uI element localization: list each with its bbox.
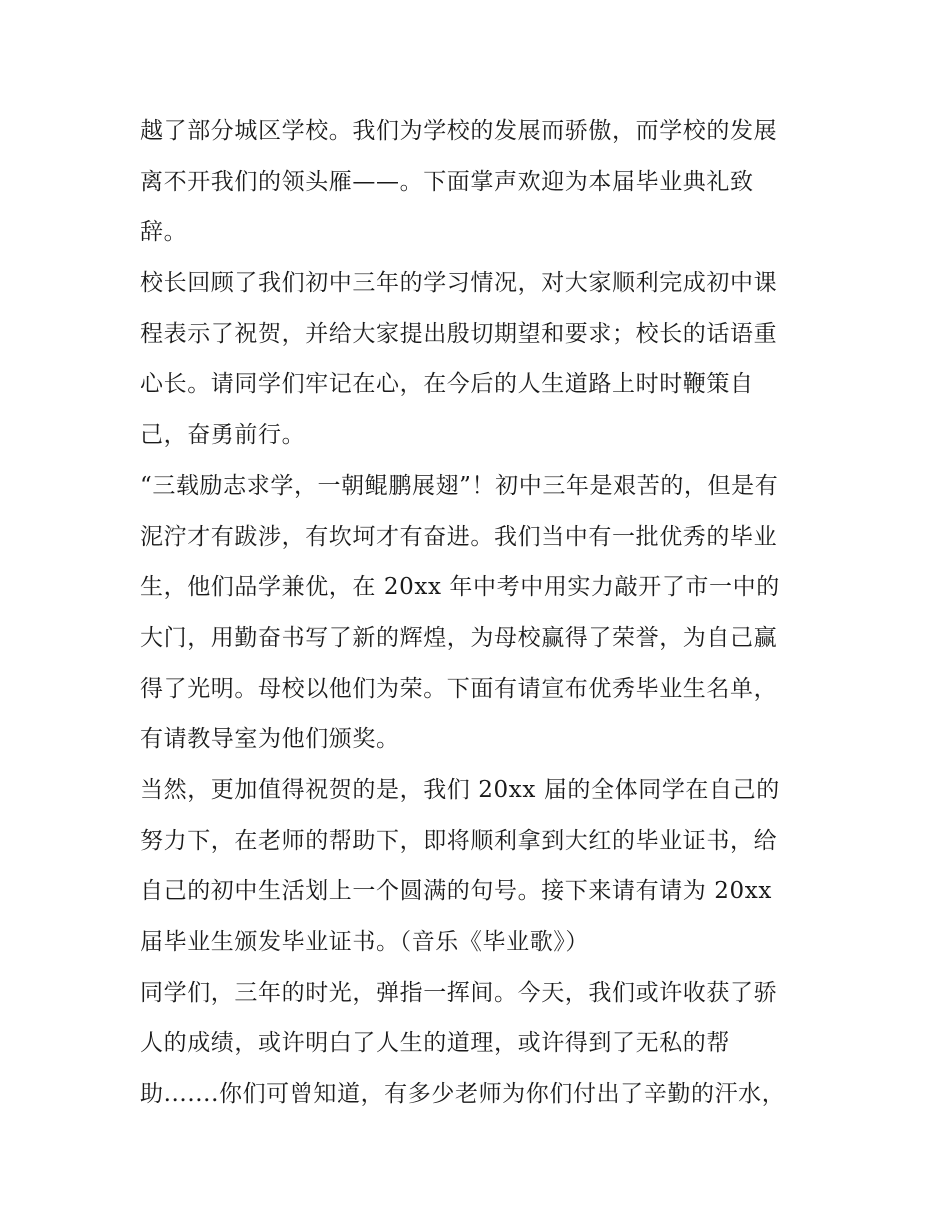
text-line: 同学们，三年的时光，弹指一挥间。今天，我们或许收获了骄 (140, 979, 778, 1006)
text-line: 离不开我们的领头雁——。下面掌声欢迎为本届毕业典礼致 (140, 168, 754, 195)
text-line: 校长回顾了我们初中三年的学习情况，对大家顺利完成初中课 (140, 270, 778, 297)
text-line: 程表示了祝贺，并给大家提出殷切期望和要求；校长的话语重 (140, 320, 778, 347)
document-body (140, 106, 812, 1120)
text-line: 泥泞才有跋涉，有坎坷才有奋进。我们当中有一批优秀的毕业 (140, 523, 778, 550)
text-line: 人的成绩，或许明白了人生的道理，或许得到了无私的帮 (140, 1030, 730, 1057)
text-line: “三载励志求学，一朝鲲鹏展翅”！初中三年是艰苦的，但是有 (140, 472, 779, 499)
text-line: 届毕业生颁发毕业证书。（音乐《毕业歌》） (140, 929, 589, 955)
text-line: 努力下，在老师的帮助下，即将顺利拿到大红的毕业证书，给 (140, 827, 778, 854)
text-line: 己，奋勇前行。 (140, 422, 306, 449)
text-line: 当然，更加值得祝贺的是，我们 20xx 届的全体同学在自己的 (140, 776, 780, 803)
text-line: 自己的初中生活划上一个圆满的句号。接下来请有请为 20xx (140, 878, 772, 905)
text-line: 有请教导室为他们颁奖。 (140, 726, 400, 753)
text-line: 得了光明。母校以他们为荣。下面有请宣布优秀毕业生名单， (140, 675, 778, 702)
text-line: 生，他们品学兼优，在 20xx 年中考中用实力敲开了市一中的 (140, 574, 780, 601)
text-line: 辞。 (140, 219, 188, 246)
text-line: 助.......你们可曾知道，有多少老师为你们付出了辛勤的汗水， (140, 1081, 786, 1108)
text-line: 心长。请同学们牢记在心，在今后的人生道路上时时鞭策自 (140, 371, 754, 398)
text-line: 越了部分城区学校。我们为学校的发展而骄傲，而学校的发展 (140, 118, 778, 144)
text-line: 大门，用勤奋书写了新的辉煌，为母校赢得了荣誉，为自己赢 (140, 624, 778, 651)
